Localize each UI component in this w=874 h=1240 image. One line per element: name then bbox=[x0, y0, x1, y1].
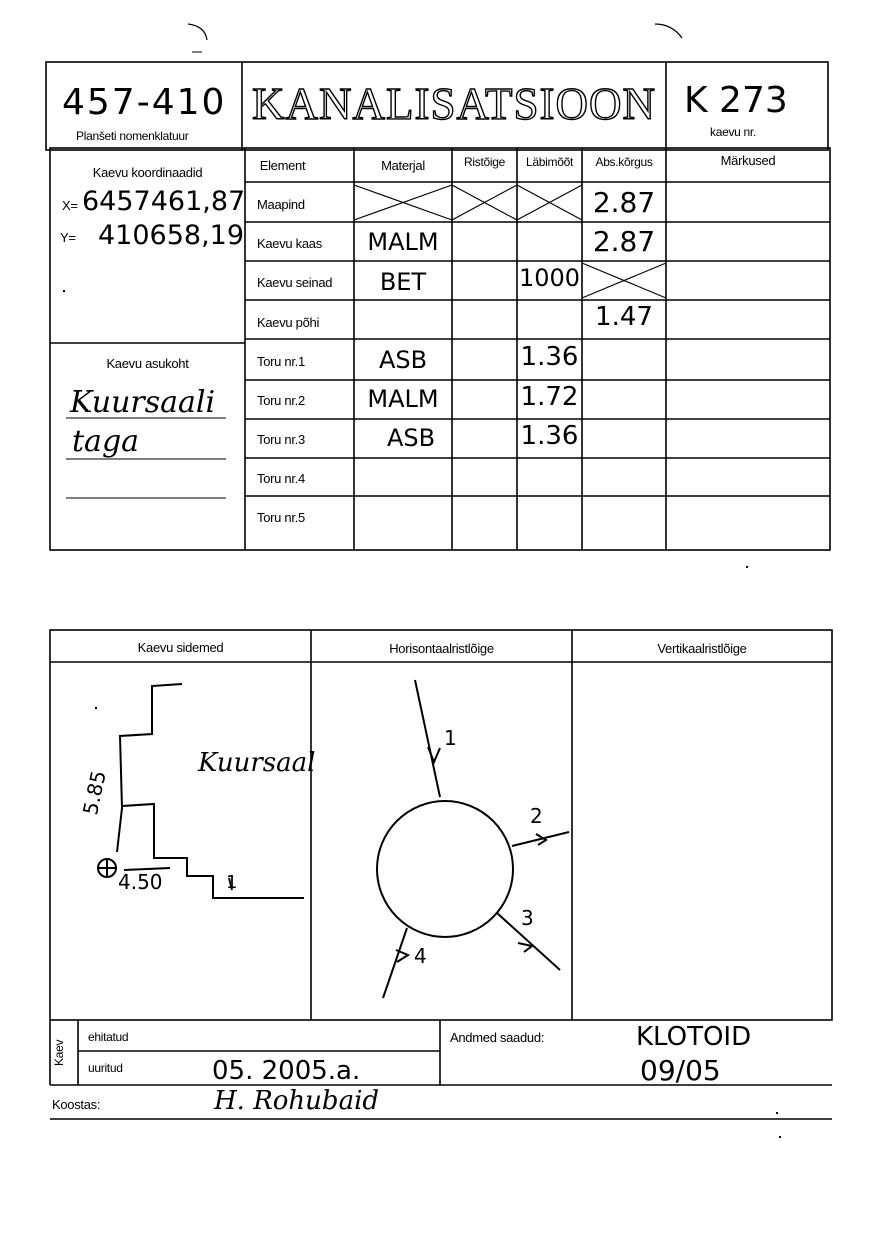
well-id: K 273 bbox=[684, 80, 788, 121]
sketch-distance-1: 5.85 bbox=[78, 768, 111, 817]
row-diameter: 1.72 bbox=[520, 382, 579, 412]
row-diameter: 1.36 bbox=[520, 342, 579, 372]
row-elevation: 2.87 bbox=[592, 225, 656, 258]
author-value: H. Rohubaid bbox=[214, 1086, 380, 1116]
col-header-material: Materjal bbox=[381, 158, 425, 173]
row-element: Kaevu põhi bbox=[257, 315, 320, 330]
location-line-2: taga bbox=[72, 424, 140, 459]
coordinates-label: Kaevu koordinaadid bbox=[92, 165, 203, 180]
row-element: Toru nr.5 bbox=[257, 510, 305, 525]
row-element: Toru nr.4 bbox=[257, 471, 305, 486]
row-diameter: 1000 bbox=[518, 264, 581, 292]
vertical-section-label: Vertikaalristlõige bbox=[657, 641, 747, 656]
x-prefix: X= bbox=[62, 198, 78, 213]
row-material: MALM bbox=[367, 385, 439, 413]
sheet-number: 457-410 bbox=[62, 82, 227, 123]
well-id-label: kaevu nr. bbox=[710, 125, 756, 139]
sketch-pipe-mark: 1 bbox=[226, 872, 238, 893]
sketch-distance-2: 4.50 bbox=[118, 870, 163, 894]
col-header-elevation: Abs.kõrgus bbox=[595, 155, 653, 169]
sheet-label: Planšeti nomenklatuur bbox=[76, 129, 189, 143]
row-material: ASB bbox=[378, 346, 428, 374]
links-label: Kaevu sidemed bbox=[137, 640, 224, 655]
x-coordinate: 6457461,87 bbox=[82, 186, 246, 217]
location-label: Kaevu asukoht bbox=[106, 356, 189, 371]
row-material: ASB bbox=[386, 424, 436, 452]
row-material: BET bbox=[379, 268, 427, 296]
row-element: Toru nr.2 bbox=[257, 393, 305, 408]
pipe-label-4: 4 bbox=[414, 944, 427, 968]
y-coordinate: 410658,19 bbox=[98, 220, 245, 251]
row-diameter: 1.36 bbox=[520, 421, 579, 451]
author-label: Koostas: bbox=[52, 1097, 101, 1112]
row-element: Toru nr.3 bbox=[257, 432, 305, 447]
row-element: Toru nr.1 bbox=[257, 354, 305, 369]
horizontal-section-label: Horisontaalristlõige bbox=[389, 641, 494, 656]
location-line-1: Kuursaali bbox=[70, 385, 216, 420]
row-elevation: 2.87 bbox=[592, 186, 656, 219]
col-header-notes: Märkused bbox=[720, 153, 776, 168]
sketch-building-label: Kuursaal bbox=[198, 748, 316, 778]
built-label: ehitatud bbox=[88, 1030, 129, 1044]
surveyed-label: uuritud bbox=[88, 1061, 123, 1075]
data-source-label: Andmed saadud: bbox=[450, 1030, 545, 1045]
page-title: KANALISATSIOON bbox=[252, 79, 656, 129]
surveyed-value: 05. 2005.a. bbox=[212, 1056, 361, 1086]
side-label: Kaev bbox=[52, 1039, 66, 1066]
pipe-label-1: 1 bbox=[444, 726, 457, 750]
row-material: MALM bbox=[367, 228, 439, 256]
row-element: Kaevu kaas bbox=[257, 236, 322, 251]
pipe-label-3: 3 bbox=[521, 906, 534, 930]
data-date-value: 09/05 bbox=[640, 1054, 721, 1087]
col-header-diameter: Läbimõõt bbox=[526, 155, 573, 169]
row-element: Kaevu seinad bbox=[257, 275, 333, 290]
data-source-value: KLOTOID bbox=[636, 1022, 752, 1052]
pipe-label-2: 2 bbox=[530, 804, 543, 828]
row-elevation: 1.47 bbox=[595, 302, 653, 332]
col-header-cross: Ristõige bbox=[464, 155, 505, 169]
y-prefix: Y= bbox=[60, 230, 76, 245]
col-header-element: Element bbox=[259, 158, 306, 173]
row-element: Maapind bbox=[257, 197, 305, 212]
